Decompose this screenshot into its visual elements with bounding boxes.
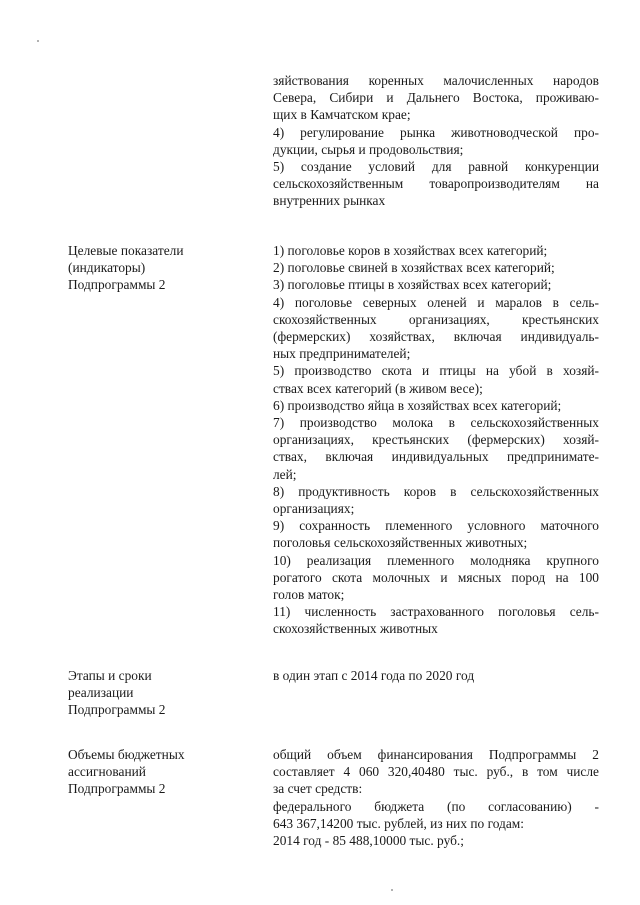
label-line: Подпрограммы 2 (68, 702, 166, 718)
indicator-line: организациях; (273, 501, 355, 517)
budget-label (68, 746, 258, 798)
indicator-line: скохозяйственных организациях, крестьянских (273, 311, 599, 327)
stages-line: в один этап с 2014 года по 2020 год (273, 668, 475, 683)
indicator-line: (фермерских) хозяйствах, включая индивидуаль- (273, 329, 599, 345)
indicator-line: 7) производство молока в сельскохозяйственных (273, 415, 599, 431)
indicator-line: ствах всех категорий (в живом весе); (273, 380, 483, 396)
label-line: Целевые показатели (68, 243, 184, 258)
indicator-line: рогатого скота молочных и мясных пород на 100 (273, 569, 599, 585)
indicators-list (273, 242, 599, 638)
indicator-line: ных предпринимателей; (273, 346, 411, 362)
indicator-line: 11) численность застрахованного поголовья сель- (273, 604, 599, 620)
indicator-line: ствах, включая индивидуальных предпринимате- (273, 449, 599, 465)
budget-line: федерального бюджета (по согласованию) - (273, 798, 599, 814)
text-line: 4) регулирование рынка животноводческой про- (273, 124, 599, 140)
indicator-line: 8) продуктивность коров в сельскохозяйственных (273, 483, 599, 499)
budget-line: составляет 4 060 320,40480 тыс. руб., в том числе (273, 764, 599, 780)
text-line: дукции, сырья и продовольствия; (273, 141, 464, 157)
text-line: сельскохозяйственным товаропроизводителям на (273, 176, 599, 192)
label-line: Подпрограммы 2 (68, 781, 166, 797)
scan-speck (37, 40, 39, 42)
indicator-line: лей; (273, 466, 297, 482)
label-line: ассигнований (68, 764, 146, 780)
text-line: 5) создание условий для равной конкуренции (273, 159, 599, 175)
label-line: Этапы и сроки (68, 668, 152, 683)
budget-line: общий объем финансирования Подпрограммы 2 (273, 747, 599, 762)
indicator-line: организациях, крестьянских (фермерских) хозяй- (273, 432, 599, 448)
label-line: (индикаторы) (68, 260, 146, 276)
stages-text (273, 667, 599, 684)
top-continuation-text (273, 72, 599, 210)
indicator-line: 4) поголовье северных оленей и маралов в сель- (273, 294, 599, 310)
budget-text (273, 746, 599, 849)
budget-line: за счет средств: (273, 781, 363, 797)
budget-line: 2014 год - 85 488,10000 тыс. руб.; (273, 833, 464, 849)
indicator-line: скохозяйственных животных (273, 621, 438, 637)
indicator-line: 2) поголовье свиней в хозяйствах всех категорий; (273, 260, 555, 276)
text-line: зяйствования коренных малочисленных народов (273, 73, 599, 88)
budget-line: 643 367,14200 тыс. рублей, из них по годам: (273, 815, 524, 831)
indicator-line: 3) поголовье птицы в хозяйствах всех категорий; (273, 277, 552, 293)
label-line: Подпрограммы 2 (68, 277, 166, 293)
indicator-line: 6) производство яйца в хозяйствах всех категорий; (273, 397, 562, 413)
indicator-line: 9) сохранность племенного условного маточного (273, 518, 599, 534)
label-line: Объемы бюджетных (68, 747, 185, 762)
indicators-label (68, 242, 258, 294)
label-line: реализации (68, 685, 134, 701)
stages-label (68, 667, 258, 719)
indicator-line: 5) производство скота и птицы на убой в хозяй- (273, 363, 599, 379)
text-line: Севера, Сибири и Дальнего Востока, проживаю- (273, 90, 599, 106)
indicator-line: поголовья сельскохозяйственных животных; (273, 535, 528, 551)
indicator-line: 10) реализация племенного молодняка крупного (273, 552, 599, 568)
indicator-line: 1) поголовье коров в хозяйствах всех категорий; (273, 243, 548, 258)
text-line: внутренних рынках (273, 193, 386, 209)
indicator-line: голов маток; (273, 587, 345, 603)
scan-speck (391, 889, 393, 891)
text-line: щих в Камчатском крае; (273, 107, 411, 123)
